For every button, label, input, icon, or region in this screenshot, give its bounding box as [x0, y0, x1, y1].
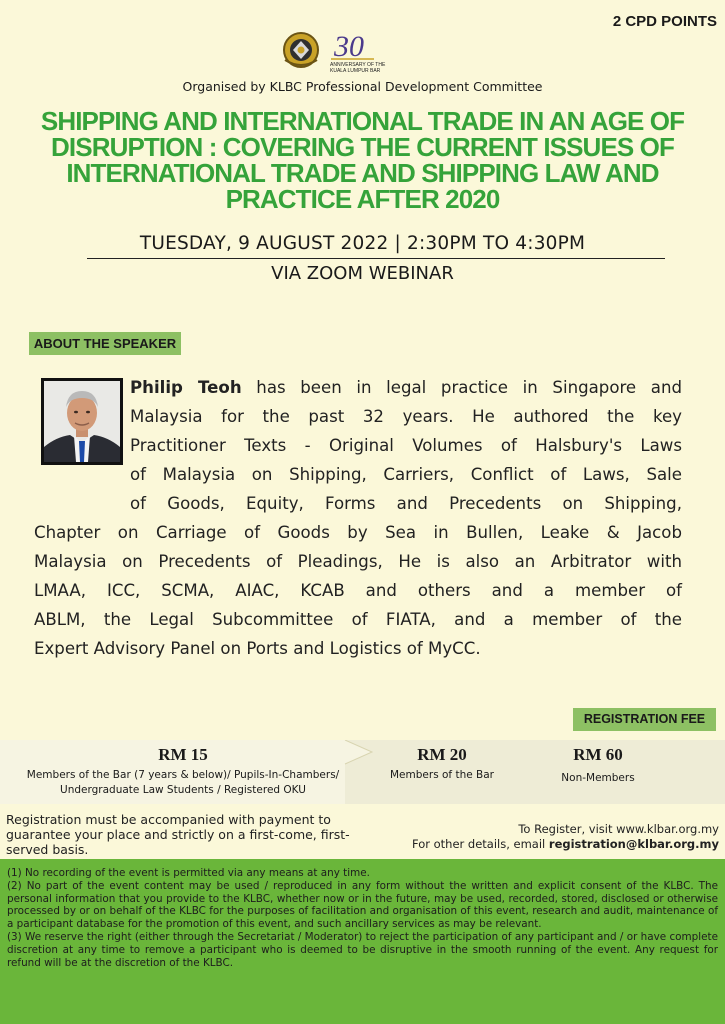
event-title — [20, 108, 705, 212]
fee-option — [538, 745, 658, 786]
contact-email: registration@klbar.org.my — [548, 837, 719, 851]
terms-note: (3) We reserve the right (either through the Secretariat / Moderator) to reject the participation of any participant and / or have complete discretion at any time to remove a participant who is deemed to be disruptive in the smooth running of the event. Any request for refund will be at the discretion of the KLBC. — [7, 930, 718, 969]
divider — [87, 258, 665, 259]
bio-line: Malaysia for the past 32 years. He authored the key — [130, 407, 682, 426]
event-venue: VIA ZOOM WEBINAR — [271, 263, 454, 284]
fee-amount: RM 15 — [158, 745, 208, 764]
bio-line: ABLM, the Legal Subcommittee of FIATA, and a member of the — [34, 610, 682, 629]
speaker-bio — [34, 373, 682, 663]
title-line: INTERNATIONAL TRADE AND SHIPPING LAW AND — [66, 158, 659, 188]
terms-notes — [0, 859, 725, 1024]
speaker-name: Philip Teoh — [130, 378, 242, 397]
fee-description: Members of the Bar — [390, 769, 494, 781]
cpd-points: 2 CPD POINTS — [612, 13, 717, 30]
fee-option — [372, 745, 512, 783]
title-line: SHIPPING AND INTERNATIONAL TRADE IN AN AGE OF — [40, 106, 685, 136]
bio-line: LMAA, ICC, SCMA, AIAC, KCAB and others and a member of — [34, 581, 682, 600]
anniversary-caption-1: ANNIVERSARY OF THE — [330, 62, 386, 68]
fee-option — [10, 745, 356, 798]
event-logos — [282, 26, 397, 76]
event-datetime: TUESDAY, 9 AUGUST 2022 | 2:30PM TO 4:30PM — [139, 233, 586, 254]
fee-description: Undergraduate Law Students / Registered OKU — [60, 784, 306, 796]
fee-description: Members of the Bar (7 years & below)/ Pupils-In-Chambers/ — [26, 769, 340, 781]
contact-prefix: For other details, email — [411, 837, 549, 851]
bio-line: Expert Advisory Panel on Ports and Logistics of MyCC. — [34, 639, 481, 658]
bio-line: Malaysia on Precedents of Pleadings, He is also an Arbitrator with — [34, 552, 682, 571]
title-line: PRACTICE AFTER 2020 — [225, 184, 500, 214]
bio-line: of Goods, Equity, Forms and Precedents on Shipping, — [130, 494, 682, 513]
title-line: DISRUPTION : COVERING THE CURRENT ISSUES OF — [51, 132, 674, 162]
anniversary-caption-2: KUALA LUMPUR BAR — [330, 68, 381, 74]
bio-text: has been in legal practice in Singapore and — [241, 378, 682, 397]
bio-line: Practitioner Texts - Original Volumes of Halsbury's Laws — [130, 436, 682, 455]
bio-line: of Malaysia on Shipping, Carriers, Conflict of Laws, Sale — [130, 465, 682, 484]
contact-line — [359, 837, 719, 852]
anniversary-number: 30 — [334, 30, 364, 63]
organiser-line: Organised by KLBC Professional Development Committee — [182, 79, 543, 94]
bio-line — [34, 373, 682, 402]
registration-fee-label: REGISTRATION FEE — [573, 708, 716, 731]
kuala-lumpur-bar-crest-icon — [282, 26, 397, 76]
registration-note: Registration must be accompanied with payment to guarantee your place and strictly on a first-come, first-served basis. — [6, 812, 350, 857]
fee-amount: RM 20 — [417, 745, 467, 764]
fee-amount: RM 60 — [573, 745, 623, 764]
fee-description: Non-Members — [561, 772, 635, 784]
about-speaker-label: ABOUT THE SPEAKER — [29, 332, 181, 355]
bio-line: Chapter on Carriage of Goods by Sea in Bullen, Leake & Jacob — [34, 523, 682, 542]
register-website: To Register, visit www.klbar.org.my — [518, 822, 719, 836]
registration-contact — [359, 822, 719, 852]
terms-note: (1) No recording of the event is permitted via any means at any time. — [7, 867, 370, 879]
terms-note: (2) No part of the event content may be used / reproduced in any form without the written and explicit consent of the KLBC. The personal information that you provide to the KLBC, whether now or in the future, may be used, recorded, stored, disclosed or otherwise processed by or on behalf of the KLBC for the purposes of facilitation and organisation of this event, research and audit, maintenance of a participant database for the promotion of this event, and such ancillary services as may be relevant. — [7, 879, 718, 931]
